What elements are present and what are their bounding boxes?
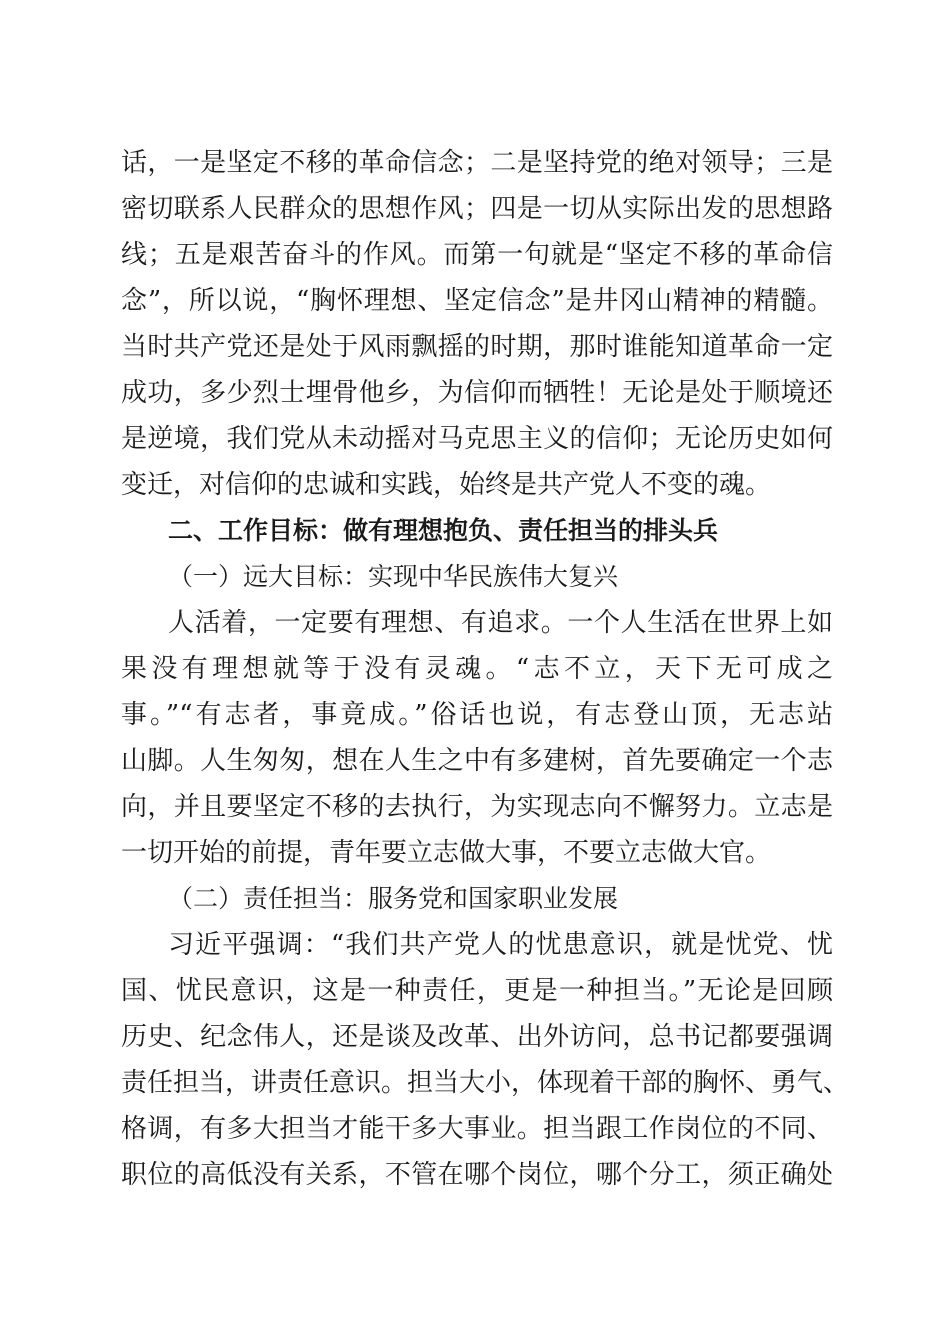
body-line: 格调，有多大担当才能干多大事业。担当跟工作岗位的不同、 [121, 1114, 833, 1144]
body-line: 念”，所以说，“胸怀理想、坚定信念”是井冈山精神的精髓。 [121, 286, 833, 316]
body-line: 职位的高低没有关系，不管在哪个岗位，哪个分工，须正确处 [121, 1160, 833, 1190]
body-line: 当时共产党还是处于风雨飘摇的时期，那时谁能知道革命一定 [121, 332, 833, 362]
section-heading: 二、工作目标：做有理想抱负、责任担当的排头兵 [168, 516, 719, 545]
body-line: 历史、纪念伟人，还是谈及改革、出外访问，总书记都要强调 [121, 1022, 833, 1052]
subsection-heading: （一）远大目标：实现中华民族伟大复兴 [168, 562, 619, 591]
body-line: 密切联系人民群众的思想作风；四是一切从实际出发的思想路 [121, 194, 833, 224]
body-line: 话，一是坚定不移的革命信念；二是坚持党的绝对领导；三是 [121, 148, 833, 178]
body-line: 事。”“有志者，事竟成。”俗话也说，有志登山顶，无志站 [121, 700, 833, 730]
body-line: 山脚。人生匆匆，想在人生之中有多建树，首先要确定一个志 [121, 746, 833, 776]
body-line: 人活着，一定要有理想、有追求。一个人生活在世界上如 [168, 608, 833, 638]
body-line: 是逆境，我们党从未动摇对马克思主义的信仰；无论历史如何 [121, 424, 833, 454]
body-line: 向，并且要坚定不移的去执行，为实现志向不懈努力。立志是 [121, 792, 833, 822]
body-line: 国、忧民意识，这是一种责任，更是一种担当。”无论是回顾 [121, 976, 833, 1006]
subsection-heading: （二）责任担当：服务党和国家职业发展 [168, 884, 619, 913]
body-line: 成功，多少烈士埋骨他乡，为信仰而牺牲！无论是处于顺境还 [121, 378, 833, 408]
body-line: 果没有理想就等于没有灵魂。“志不立，天下无可成之 [121, 654, 833, 684]
body-line: 习近平强调：“我们共产党人的忧患意识，就是忧党、忧 [168, 930, 833, 960]
body-line: 变迁，对信仰的忠诚和实践，始终是共产党人不变的魂。 [121, 470, 772, 500]
body-line: 一切开始的前提，青年要立志做大事，不要立志做大官。 [121, 838, 772, 868]
body-line: 责任担当，讲责任意识。担当大小，体现着干部的胸怀、勇气、 [121, 1068, 850, 1098]
body-line: 线；五是艰苦奋斗的作风。而第一句就是“坚定不移的革命信 [121, 240, 833, 270]
